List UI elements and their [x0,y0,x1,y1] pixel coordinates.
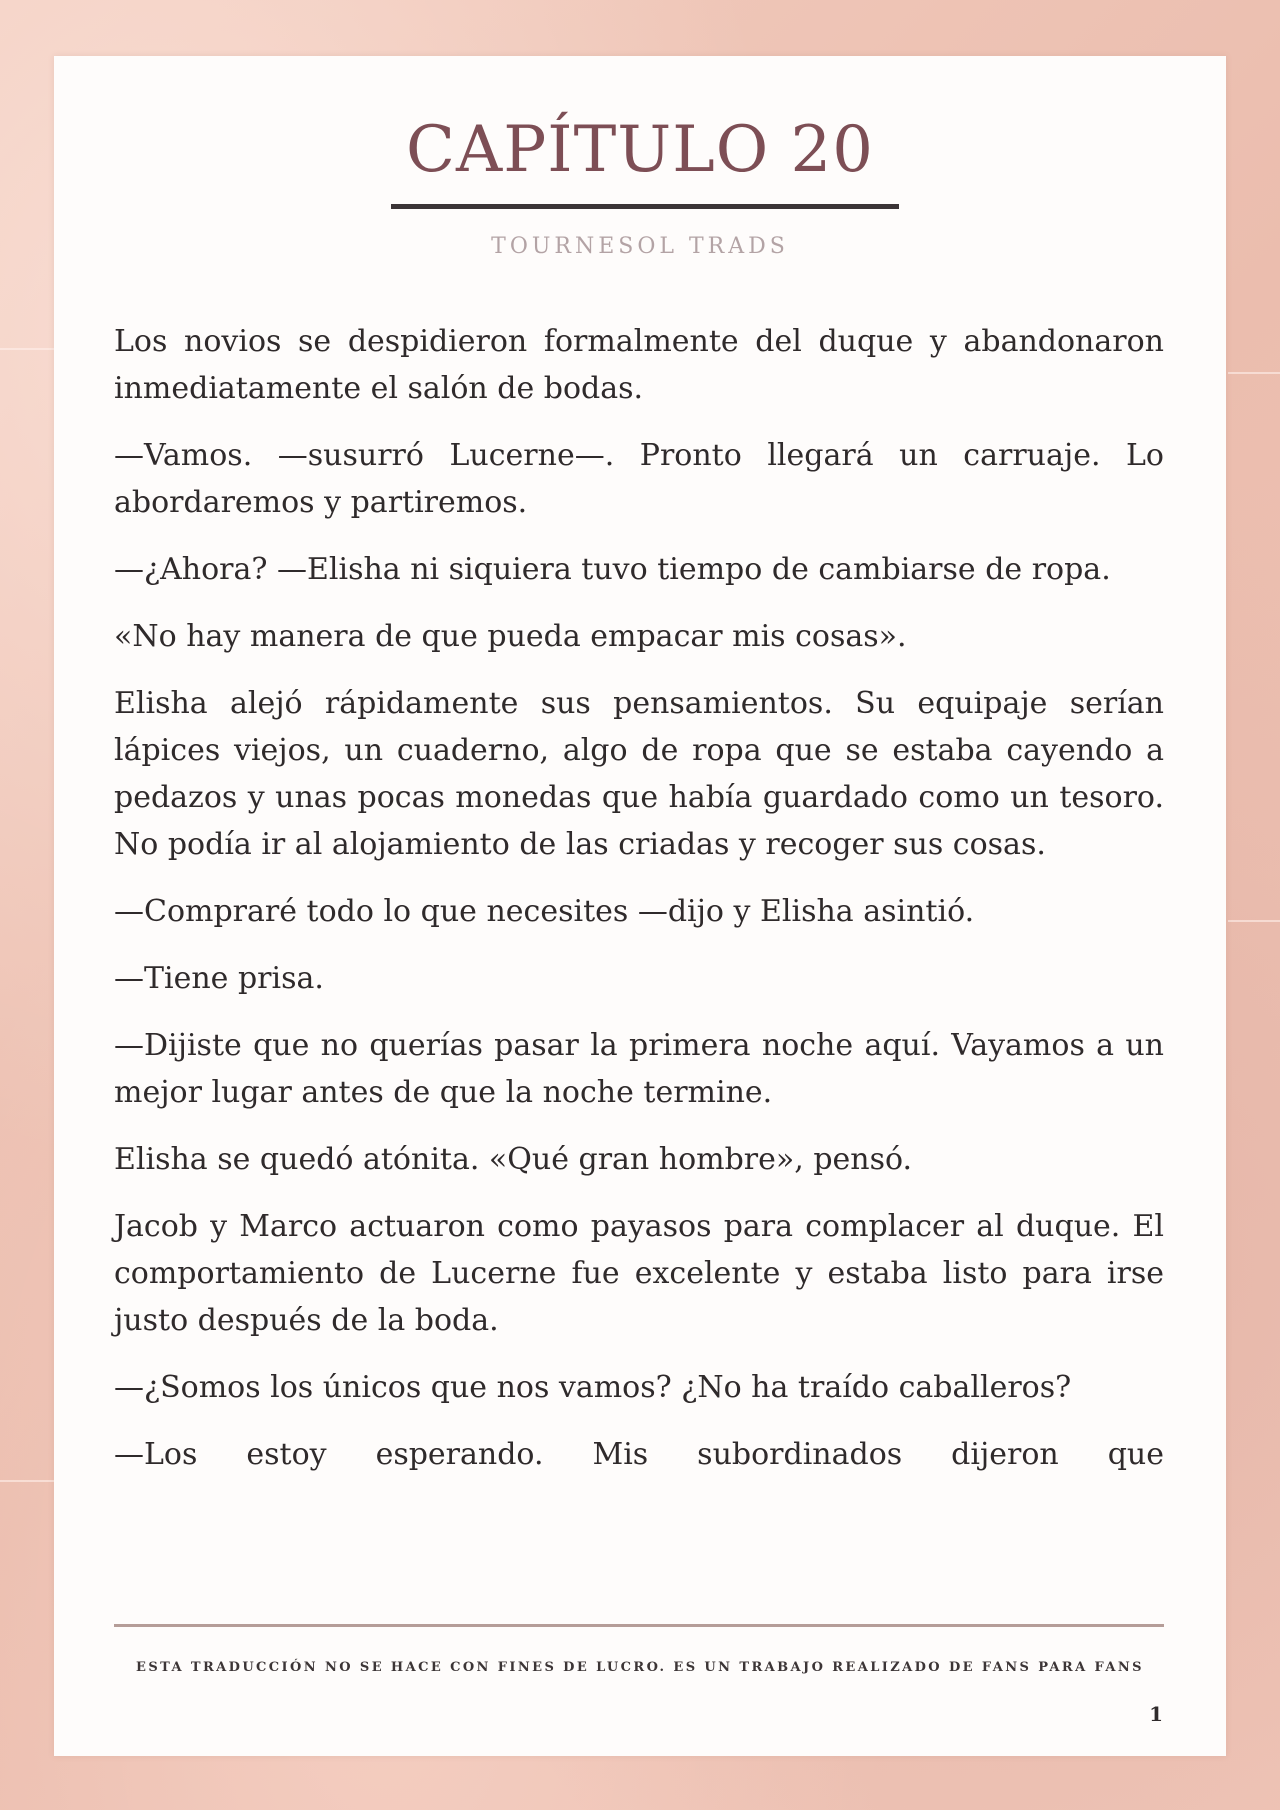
document-page [54,56,1226,1756]
paragraph: «No hay manera de que pueda empacar mis cosas». [114,619,907,654]
footer-divider [114,1624,1164,1627]
translator-credit: TOURNESOL TRADS [491,234,789,259]
paper-crease [0,1480,60,1482]
paper-crease [0,348,60,350]
paragraph: —¿Somos los únicos que nos vamos? ¿No ha traído caballeros? [114,1370,1072,1405]
paragraph: —¿Ahora? —Elisha ni siquiera tuvo tiempo de cambiarse de ropa. [114,552,1111,587]
paragraph: —Dijiste que no querías pasar la primera noche aquí. Vayamos a un mejor lugar antes de que la noche termine. [114,1028,1164,1110]
paragraph: —Los estoy esperando. Mis subordinados dijeron que [114,1437,1164,1472]
page-number: 1 [1149,1702,1163,1726]
paragraph: Los novios se despidieron formalmente del duque y abandonaron inmediatamente el salón de bodas. [114,324,1164,406]
footer-disclaimer: ESTA TRADUCCIÓN NO SE HACE CON FINES DE LUCRO. ES UN TRABAJO REALIZADO DE FANS PARA FANS [136,1660,1144,1675]
chapter-body [114,318,1164,1498]
paper-crease [1228,372,1280,374]
paragraph: —Tiene prisa. [114,961,324,996]
paragraph: Elisha se quedó atónita. «Qué gran hombre», pensó. [114,1142,913,1177]
paragraph: Jacob y Marco actuaron como payasos para complacer al duque. El comportamiento de Lucerne fue excelente y estaba listo para irse justo después de la boda. [114,1209,1164,1338]
paragraph: Elisha alejó rápidamente sus pensamientos. Su equipaje serían lápices viejos, un cuaderno, algo de ropa que se estaba cayendo a pedazos y unas pocas monedas que había guardado como un tesoro. No podía ir al alojamiento de las criadas y recoger sus cosas. [114,686,1164,862]
chapter-title: CAPÍTULO 20 [406,113,874,187]
title-underline [391,204,899,209]
paper-crease [1228,920,1280,922]
paragraph: —Vamos. —susurró Lucerne—. Pronto llegará un carruaje. Lo abordaremos y partiremos. [114,438,1164,520]
paragraph: —Compraré todo lo que necesites —dijo y Elisha asintió. [114,894,975,929]
